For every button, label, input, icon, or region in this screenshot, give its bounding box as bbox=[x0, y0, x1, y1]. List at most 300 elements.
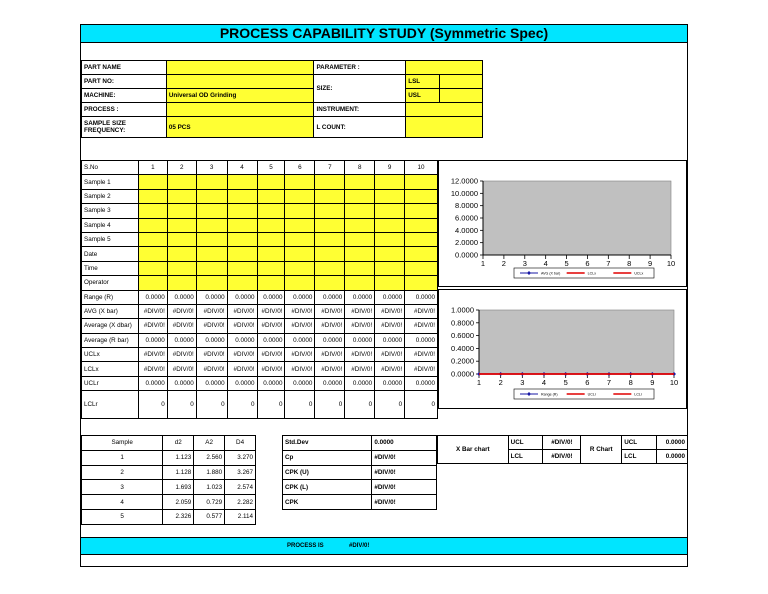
input-cell[interactable] bbox=[375, 189, 405, 203]
calc-cell: 0.0000 bbox=[345, 376, 375, 390]
input-cell[interactable] bbox=[167, 204, 196, 218]
legend-label: Range (R) bbox=[541, 392, 558, 397]
constants-cell: 2.574 bbox=[225, 480, 256, 495]
x-tick-label: 9 bbox=[648, 259, 653, 268]
input-cell[interactable] bbox=[405, 204, 438, 218]
lcount-label: L COUNT: bbox=[314, 117, 406, 138]
calc-cell: 0 bbox=[285, 391, 315, 419]
x-tick-label: 1 bbox=[480, 259, 486, 268]
calc-cell: 0.0000 bbox=[285, 290, 315, 304]
r-lcl-value: 0.0000 bbox=[657, 450, 688, 464]
calc-cell: 0.0000 bbox=[345, 333, 375, 347]
constants-header: d2 bbox=[163, 436, 194, 451]
constants-cell: 3.270 bbox=[225, 450, 256, 465]
calc-cell: 0 bbox=[167, 391, 196, 419]
x-tick-label: 5 bbox=[563, 378, 568, 387]
r-chart-panel bbox=[438, 289, 687, 409]
part-name-label: PART NAME bbox=[82, 61, 167, 75]
process-status-value: #DIV/0! bbox=[349, 543, 370, 549]
part-name-field[interactable] bbox=[166, 61, 314, 75]
y-tick-label: 0.4000 bbox=[451, 343, 474, 353]
r-chart-label: R Chart bbox=[581, 436, 622, 464]
calc-cell: #DIV/0! bbox=[227, 362, 257, 376]
input-cell[interactable] bbox=[345, 247, 375, 261]
calc-cell: #DIV/0! bbox=[315, 319, 345, 333]
input-cell[interactable] bbox=[138, 247, 167, 261]
calc-cell: #DIV/0! bbox=[257, 348, 285, 362]
calc-row-label: UCLx bbox=[82, 348, 139, 362]
calc-cell: 0.0000 bbox=[257, 376, 285, 390]
input-cell[interactable] bbox=[405, 276, 438, 290]
constants-cell: 1.123 bbox=[163, 450, 194, 465]
stat-label: Cp bbox=[283, 450, 372, 465]
input-cell[interactable] bbox=[167, 276, 196, 290]
x-tick-label: 2 bbox=[501, 259, 506, 268]
x-tick-label: 4 bbox=[543, 259, 548, 268]
x-tick-label: 9 bbox=[650, 378, 655, 387]
calc-cell: #DIV/0! bbox=[375, 319, 405, 333]
lcount-field[interactable] bbox=[406, 117, 483, 138]
process-status-bar bbox=[81, 537, 687, 555]
calc-cell: #DIV/0! bbox=[138, 348, 167, 362]
row-label: Sample 1 bbox=[82, 175, 139, 189]
x-tick-label: 6 bbox=[585, 259, 590, 268]
y-tick-label: 12.0000 bbox=[450, 176, 478, 186]
stat-label: CPK (U) bbox=[283, 465, 372, 480]
constants-header: D4 bbox=[225, 436, 256, 451]
input-cell[interactable] bbox=[138, 204, 167, 218]
stat-label: CPK bbox=[283, 495, 372, 510]
constants-cell: 1.693 bbox=[163, 480, 194, 495]
calc-cell: 0 bbox=[405, 391, 438, 419]
x-tick-label: 10 bbox=[669, 378, 679, 387]
constants-cell: 2.114 bbox=[225, 509, 256, 524]
calc-cell: 0.0000 bbox=[167, 290, 196, 304]
input-cell[interactable] bbox=[315, 276, 345, 290]
input-cell[interactable] bbox=[375, 232, 405, 246]
legend-label: AVG (X bar) bbox=[541, 271, 561, 276]
constants-cell: 4 bbox=[82, 495, 163, 510]
y-tick-label: 0.8000 bbox=[451, 318, 474, 328]
input-cell[interactable] bbox=[167, 232, 196, 246]
column-header: 5 bbox=[257, 161, 285, 175]
column-header: 2 bbox=[167, 161, 196, 175]
input-cell[interactable] bbox=[345, 232, 375, 246]
calc-cell: #DIV/0! bbox=[345, 319, 375, 333]
calc-cell: 0.0000 bbox=[227, 290, 257, 304]
page-title: PROCESS CAPABILITY STUDY (Symmetric Spec) bbox=[81, 25, 687, 43]
range-chart bbox=[439, 290, 686, 408]
calc-cell: #DIV/0! bbox=[375, 304, 405, 318]
input-cell[interactable] bbox=[405, 232, 438, 246]
legend-label: LCLx bbox=[587, 271, 597, 276]
stat-value: #DIV/0! bbox=[372, 465, 437, 480]
stats-table bbox=[282, 435, 437, 510]
input-cell[interactable] bbox=[138, 189, 167, 203]
input-cell[interactable] bbox=[315, 189, 345, 203]
input-cell[interactable] bbox=[196, 175, 227, 189]
constants-cell: 2.560 bbox=[194, 450, 225, 465]
r-ucl-label: UCL bbox=[622, 436, 657, 450]
input-cell[interactable] bbox=[167, 218, 196, 232]
input-cell[interactable] bbox=[375, 175, 405, 189]
input-cell[interactable] bbox=[196, 189, 227, 203]
calc-cell: #DIV/0! bbox=[285, 348, 315, 362]
x-tick-label: 6 bbox=[585, 378, 590, 387]
input-cell[interactable] bbox=[405, 175, 438, 189]
input-cell[interactable] bbox=[257, 175, 285, 189]
input-cell[interactable] bbox=[257, 218, 285, 232]
input-cell[interactable] bbox=[285, 247, 315, 261]
constants-cell: 5 bbox=[82, 509, 163, 524]
input-cell[interactable] bbox=[196, 232, 227, 246]
input-cell[interactable] bbox=[138, 218, 167, 232]
y-tick-label: 10.0000 bbox=[450, 188, 478, 198]
sample-size-label: SAMPLE SIZE FREQUENCY: bbox=[82, 117, 167, 138]
sno-header: S.No bbox=[82, 161, 139, 175]
input-cell[interactable] bbox=[375, 276, 405, 290]
calc-cell: 0.0000 bbox=[196, 376, 227, 390]
xbar-chart-label: X Bar chart bbox=[438, 436, 509, 464]
xbar-ucl-value: #DIV/0! bbox=[543, 436, 581, 450]
calc-row-label: UCLr bbox=[82, 376, 139, 390]
input-cell[interactable] bbox=[285, 218, 315, 232]
input-cell[interactable] bbox=[315, 175, 345, 189]
calc-cell: #DIV/0! bbox=[315, 304, 345, 318]
r-lcl-label: LCL bbox=[622, 450, 657, 464]
size-label: SIZE: bbox=[314, 75, 406, 103]
input-cell[interactable] bbox=[227, 261, 257, 275]
row-label: Operator bbox=[82, 276, 139, 290]
stat-value: #DIV/0! bbox=[372, 480, 437, 495]
lsl-label: LSL bbox=[406, 75, 440, 89]
calc-cell: #DIV/0! bbox=[375, 348, 405, 362]
xbar-lcl-value: #DIV/0! bbox=[543, 450, 581, 464]
calc-cell: #DIV/0! bbox=[227, 348, 257, 362]
row-label: Sample 4 bbox=[82, 218, 139, 232]
calc-cell: #DIV/0! bbox=[227, 304, 257, 318]
column-header: 7 bbox=[315, 161, 345, 175]
constants-cell: 1 bbox=[82, 450, 163, 465]
calc-cell: 0.0000 bbox=[138, 333, 167, 347]
constants-table bbox=[81, 435, 256, 525]
calc-cell: 0 bbox=[315, 391, 345, 419]
calc-cell: #DIV/0! bbox=[196, 348, 227, 362]
stat-label: Std.Dev bbox=[283, 436, 372, 451]
calc-cell: 0.0000 bbox=[257, 290, 285, 304]
stat-value: #DIV/0! bbox=[372, 450, 437, 465]
y-tick-label: 1.0000 bbox=[451, 305, 474, 315]
input-cell[interactable] bbox=[345, 261, 375, 275]
input-cell[interactable] bbox=[285, 204, 315, 218]
calc-cell: #DIV/0! bbox=[315, 348, 345, 362]
calc-cell: 0.0000 bbox=[196, 290, 227, 304]
calc-cell: #DIV/0! bbox=[167, 362, 196, 376]
input-cell[interactable] bbox=[315, 204, 345, 218]
input-cell[interactable] bbox=[138, 232, 167, 246]
input-cell[interactable] bbox=[196, 218, 227, 232]
column-header: 1 bbox=[138, 161, 167, 175]
row-label: Time bbox=[82, 261, 139, 275]
calc-cell: #DIV/0! bbox=[196, 362, 227, 376]
calc-cell: #DIV/0! bbox=[405, 304, 438, 318]
constants-header: A2 bbox=[194, 436, 225, 451]
calc-cell: 0 bbox=[138, 391, 167, 419]
calc-cell: #DIV/0! bbox=[196, 304, 227, 318]
input-cell[interactable] bbox=[227, 175, 257, 189]
column-header: 6 bbox=[285, 161, 315, 175]
row-label: Date bbox=[82, 247, 139, 261]
input-cell[interactable] bbox=[285, 276, 315, 290]
constants-cell: 1.128 bbox=[163, 465, 194, 480]
constants-cell: 0.729 bbox=[194, 495, 225, 510]
calc-cell: 0.0000 bbox=[285, 376, 315, 390]
part-no-label: PART NO: bbox=[82, 75, 167, 89]
input-cell[interactable] bbox=[375, 218, 405, 232]
legend-label: LCLr bbox=[634, 392, 643, 397]
input-cell[interactable] bbox=[167, 261, 196, 275]
calc-cell: #DIV/0! bbox=[315, 362, 345, 376]
x-tick-label: 5 bbox=[564, 259, 569, 268]
legend-label: UCLr bbox=[587, 392, 597, 397]
calc-cell: 0 bbox=[196, 391, 227, 419]
input-cell[interactable] bbox=[167, 189, 196, 203]
input-cell[interactable] bbox=[227, 276, 257, 290]
column-header: 9 bbox=[375, 161, 405, 175]
input-cell[interactable] bbox=[285, 189, 315, 203]
calc-cell: 0 bbox=[345, 391, 375, 419]
instrument-field[interactable] bbox=[406, 103, 483, 117]
x-tick-label: 2 bbox=[498, 378, 503, 387]
calc-cell: 0 bbox=[375, 391, 405, 419]
calc-cell: 0.0000 bbox=[315, 290, 345, 304]
calc-cell: #DIV/0! bbox=[405, 348, 438, 362]
input-cell[interactable] bbox=[196, 276, 227, 290]
input-cell[interactable] bbox=[285, 232, 315, 246]
parameter-label: PARAMETER : bbox=[314, 61, 406, 75]
x-tick-label: 4 bbox=[541, 378, 547, 387]
calc-cell: #DIV/0! bbox=[196, 319, 227, 333]
xbar-ucl-label: UCL bbox=[508, 436, 543, 450]
calc-cell: 0.0000 bbox=[375, 333, 405, 347]
constants-cell: 3.267 bbox=[225, 465, 256, 480]
row-label: Sample 5 bbox=[82, 232, 139, 246]
calc-cell: #DIV/0! bbox=[405, 362, 438, 376]
input-cell[interactable] bbox=[138, 261, 167, 275]
r-ucl-value: 0.0000 bbox=[657, 436, 688, 450]
input-cell[interactable] bbox=[375, 247, 405, 261]
input-cell[interactable] bbox=[285, 175, 315, 189]
column-header: 10 bbox=[405, 161, 438, 175]
input-cell[interactable] bbox=[285, 261, 315, 275]
input-cell[interactable] bbox=[167, 175, 196, 189]
input-cell[interactable] bbox=[257, 261, 285, 275]
calc-cell: 0.0000 bbox=[257, 333, 285, 347]
calc-row-label: LCLr bbox=[82, 391, 139, 419]
stat-value: #DIV/0! bbox=[372, 495, 437, 510]
x-tick-label: 8 bbox=[627, 259, 632, 268]
y-tick-label: 4.0000 bbox=[455, 225, 478, 235]
x-tick-label: 1 bbox=[476, 378, 482, 387]
input-cell[interactable] bbox=[227, 218, 257, 232]
x-tick-label: 8 bbox=[628, 378, 633, 387]
y-tick-label: 6.0000 bbox=[455, 213, 478, 223]
calc-cell: #DIV/0! bbox=[138, 362, 167, 376]
calc-row-label: Average (X dbar) bbox=[82, 319, 139, 333]
calc-row-label: Average (R bar) bbox=[82, 333, 139, 347]
xbar-lcl-label: LCL bbox=[508, 450, 543, 464]
process-status-label: PROCESS IS bbox=[287, 543, 324, 549]
input-cell[interactable] bbox=[315, 218, 345, 232]
calc-cell: 0.0000 bbox=[285, 333, 315, 347]
input-cell[interactable] bbox=[375, 261, 405, 275]
calc-cell: 0.0000 bbox=[138, 290, 167, 304]
calc-row-label: Range (R) bbox=[82, 290, 139, 304]
x-tick-label: 10 bbox=[666, 259, 676, 268]
input-cell[interactable] bbox=[405, 261, 438, 275]
usl-label: USL bbox=[406, 89, 440, 103]
input-cell[interactable] bbox=[405, 247, 438, 261]
row-label: Sample 3 bbox=[82, 204, 139, 218]
calc-row-label: LCLx bbox=[82, 362, 139, 376]
input-cell[interactable] bbox=[227, 204, 257, 218]
calc-cell: 0.0000 bbox=[405, 290, 438, 304]
constants-cell: 2.326 bbox=[163, 509, 194, 524]
calc-cell: 0.0000 bbox=[227, 333, 257, 347]
input-cell[interactable] bbox=[138, 276, 167, 290]
input-cell[interactable] bbox=[345, 204, 375, 218]
column-header: 4 bbox=[227, 161, 257, 175]
calc-cell: #DIV/0! bbox=[345, 362, 375, 376]
constants-cell: 1.023 bbox=[194, 480, 225, 495]
input-cell[interactable] bbox=[405, 218, 438, 232]
calc-cell: 0 bbox=[227, 391, 257, 419]
calc-cell: 0.0000 bbox=[167, 376, 196, 390]
calc-cell: 0.0000 bbox=[375, 290, 405, 304]
calc-cell: #DIV/0! bbox=[227, 319, 257, 333]
calc-cell: 0.0000 bbox=[345, 290, 375, 304]
machine-label: MACHINE: bbox=[82, 89, 167, 103]
input-cell[interactable] bbox=[196, 247, 227, 261]
x-tick-label: 7 bbox=[606, 378, 612, 387]
calc-cell: 0.0000 bbox=[405, 333, 438, 347]
calc-cell: #DIV/0! bbox=[345, 348, 375, 362]
input-cell[interactable] bbox=[345, 189, 375, 203]
calc-cell: #DIV/0! bbox=[167, 319, 196, 333]
input-cell[interactable] bbox=[257, 232, 285, 246]
calc-cell: #DIV/0! bbox=[285, 362, 315, 376]
calc-cell: #DIV/0! bbox=[257, 362, 285, 376]
header-info-table bbox=[81, 60, 483, 138]
calc-cell: 0 bbox=[257, 391, 285, 419]
sample-data-table bbox=[81, 160, 438, 419]
constants-cell: 2.282 bbox=[225, 495, 256, 510]
xbar-chart bbox=[439, 161, 686, 286]
calc-cell: #DIV/0! bbox=[138, 319, 167, 333]
input-cell[interactable] bbox=[315, 247, 345, 261]
calc-cell: 0.0000 bbox=[227, 376, 257, 390]
calc-cell: #DIV/0! bbox=[285, 304, 315, 318]
calc-cell: #DIV/0! bbox=[257, 304, 285, 318]
part-no-field[interactable] bbox=[166, 75, 314, 89]
calc-cell: #DIV/0! bbox=[345, 304, 375, 318]
input-cell[interactable] bbox=[345, 175, 375, 189]
input-cell[interactable] bbox=[227, 247, 257, 261]
y-tick-label: 0.2000 bbox=[451, 356, 474, 366]
plot-area bbox=[479, 310, 674, 374]
xbar-chart-panel bbox=[438, 160, 687, 287]
stat-label: CPK (L) bbox=[283, 480, 372, 495]
calc-cell: #DIV/0! bbox=[167, 348, 196, 362]
constants-header: Sample bbox=[82, 436, 163, 451]
stat-value: 0.0000 bbox=[372, 436, 437, 451]
input-cell[interactable] bbox=[375, 204, 405, 218]
calc-cell: #DIV/0! bbox=[375, 362, 405, 376]
calc-cell: #DIV/0! bbox=[257, 319, 285, 333]
input-cell[interactable] bbox=[227, 189, 257, 203]
input-cell[interactable] bbox=[257, 204, 285, 218]
calc-cell: 0.0000 bbox=[167, 333, 196, 347]
input-cell[interactable] bbox=[196, 204, 227, 218]
input-cell[interactable] bbox=[227, 232, 257, 246]
sample-size-field[interactable]: 05 PCS bbox=[166, 117, 314, 138]
y-tick-label: 2.0000 bbox=[455, 238, 478, 248]
constants-cell: 0.577 bbox=[194, 509, 225, 524]
input-cell[interactable] bbox=[315, 261, 345, 275]
input-cell[interactable] bbox=[257, 247, 285, 261]
parameter-field[interactable] bbox=[406, 61, 483, 75]
process-field[interactable] bbox=[166, 103, 314, 117]
constants-cell: 3 bbox=[82, 480, 163, 495]
input-cell[interactable] bbox=[315, 232, 345, 246]
calc-cell: 0.0000 bbox=[196, 333, 227, 347]
input-cell[interactable] bbox=[257, 276, 285, 290]
column-header: 8 bbox=[345, 161, 375, 175]
constants-cell: 1.880 bbox=[194, 465, 225, 480]
instrument-label: INSTRUMENT: bbox=[314, 103, 406, 117]
input-cell[interactable] bbox=[196, 261, 227, 275]
process-label: PROCESS : bbox=[82, 103, 167, 117]
input-cell[interactable] bbox=[405, 189, 438, 203]
input-cell[interactable] bbox=[138, 175, 167, 189]
constants-cell: 2 bbox=[82, 465, 163, 480]
legend-label: UCLx bbox=[634, 271, 644, 276]
calc-cell: #DIV/0! bbox=[138, 304, 167, 318]
x-tick-label: 7 bbox=[606, 259, 611, 268]
calc-cell: #DIV/0! bbox=[405, 319, 438, 333]
input-cell[interactable] bbox=[167, 247, 196, 261]
calc-cell: 0.0000 bbox=[315, 333, 345, 347]
calc-cell: 0.0000 bbox=[375, 376, 405, 390]
input-cell[interactable] bbox=[345, 218, 375, 232]
x-tick-label: 3 bbox=[520, 378, 525, 387]
x-tick-label: 3 bbox=[522, 259, 527, 268]
input-cell[interactable] bbox=[257, 189, 285, 203]
calc-cell: 0.0000 bbox=[138, 376, 167, 390]
calc-row-label: AVG (X bar) bbox=[82, 304, 139, 318]
column-header: 3 bbox=[196, 161, 227, 175]
y-tick-label: 8.0000 bbox=[455, 201, 478, 211]
input-cell[interactable] bbox=[345, 276, 375, 290]
limits-table bbox=[437, 435, 688, 464]
lsl-field[interactable] bbox=[440, 75, 483, 89]
calc-cell: #DIV/0! bbox=[167, 304, 196, 318]
calc-cell: #DIV/0! bbox=[285, 319, 315, 333]
usl-field[interactable] bbox=[440, 89, 483, 103]
constants-cell: 2.059 bbox=[163, 495, 194, 510]
machine-field[interactable]: Universal OD Grinding bbox=[166, 89, 314, 103]
y-tick-label: 0.0000 bbox=[451, 369, 474, 379]
